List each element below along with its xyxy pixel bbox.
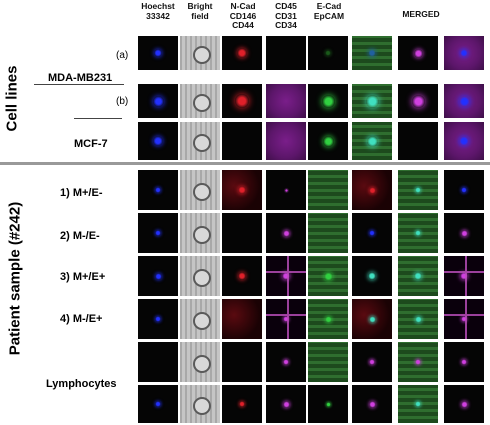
cell-spot: [461, 187, 467, 193]
micrograph-panel: [138, 122, 178, 160]
cell-spot: [283, 230, 290, 237]
divider: [74, 118, 122, 119]
cell-spot: [285, 189, 288, 192]
micrograph-panel: [352, 84, 392, 118]
micrograph-panel: [398, 170, 438, 210]
cell-spot: [326, 402, 331, 407]
micrograph-panel: [308, 122, 348, 160]
micrograph-panel: [308, 385, 348, 423]
micrograph-panel: [308, 213, 348, 253]
cell-spot: [415, 359, 421, 365]
cell-spot: [324, 272, 333, 281]
cell-spot: [459, 96, 470, 107]
divider: [34, 84, 124, 85]
micrograph-panel: [222, 213, 262, 253]
micrograph-panel: [180, 342, 220, 382]
micrograph-panel: [308, 342, 348, 382]
row-label-a: (a): [116, 50, 129, 61]
cell-spot: [282, 272, 290, 280]
micrograph-panel: [180, 256, 220, 296]
micrograph-panel: [266, 122, 306, 160]
micrograph-panel: [222, 170, 262, 210]
micrograph-panel: [180, 213, 220, 253]
cell-spot: [369, 187, 376, 194]
micrograph-panel: [180, 385, 220, 423]
cell-spot: [367, 136, 378, 147]
cell-spot: [461, 359, 467, 365]
cell-spot: [323, 136, 334, 147]
row-label-r1: 1) M+/E-: [60, 187, 103, 199]
micrograph-panel: [308, 84, 348, 118]
cell-spot: [155, 401, 161, 407]
cell-spot: [415, 230, 421, 236]
micrograph-panel: [266, 299, 306, 339]
micrograph-panel: [266, 213, 306, 253]
cell-spot: [325, 50, 331, 56]
cell-spot: [239, 401, 245, 407]
cell-spot: [235, 94, 249, 108]
micrograph-panel: [352, 385, 392, 423]
cell-spot: [369, 359, 375, 365]
micrograph-panel: [352, 122, 392, 160]
micrograph-panel: [222, 385, 262, 423]
row-label-r4: 4) M-/E+: [60, 313, 103, 325]
micrograph-panel: [398, 213, 438, 253]
cell-spot: [368, 49, 376, 57]
cell-spot: [325, 316, 332, 323]
micrograph-panel: [138, 256, 178, 296]
micrograph-panel: [444, 299, 484, 339]
header-cd45: CD45 CD31 CD34: [275, 1, 297, 30]
micrograph-panel: [266, 256, 306, 296]
cell-spot: [368, 272, 376, 280]
micrograph-panel: [352, 36, 392, 70]
cell-spot: [461, 230, 468, 237]
header-ecad: E-Cad EpCAM: [313, 1, 345, 21]
cell-spot: [283, 359, 289, 365]
cell-spot: [155, 187, 161, 193]
micrograph-panel: [222, 36, 262, 70]
group-cell-lines: Cell lines: [3, 65, 21, 132]
cell-spot: [155, 273, 162, 280]
cell-spot: [283, 401, 290, 408]
micrograph-panel: [398, 36, 438, 70]
micrograph-panel: [352, 342, 392, 382]
cell-spot: [369, 316, 376, 323]
header-ncad: N-Cad CD146 CD44: [229, 1, 257, 30]
micrograph-panel: [398, 256, 438, 296]
cell-spot: [366, 95, 379, 108]
cell-spot: [153, 136, 163, 146]
micrograph-panel: [138, 213, 178, 253]
cell-spot: [415, 401, 421, 407]
micrograph-panel: [444, 170, 484, 210]
micrograph-panel: [222, 299, 262, 339]
micrograph-panel: [138, 342, 178, 382]
cell-spot: [369, 401, 376, 408]
micrograph-panel: [352, 213, 392, 253]
micrograph-panel: [138, 36, 178, 70]
micrograph-panel: [352, 170, 392, 210]
micrograph-panel: [308, 36, 348, 70]
cell-spot: [238, 186, 246, 194]
micrograph-panel: [266, 36, 306, 70]
micrograph-panel: [444, 122, 484, 160]
row-label-r2: 2) M-/E-: [60, 230, 100, 242]
row-label-b: (b): [116, 96, 129, 107]
cell-spot: [155, 230, 161, 236]
cell-spot: [460, 272, 468, 280]
micrograph-panel: [352, 299, 392, 339]
micrograph-panel: [222, 84, 262, 118]
micrograph-panel: [138, 170, 178, 210]
micrograph-panel: [222, 122, 262, 160]
header-bright-field: Bright field: [187, 1, 213, 21]
micrograph-panel: [266, 385, 306, 423]
cell-spot: [237, 48, 247, 58]
micrograph-panel: [444, 36, 484, 70]
cell-spot: [459, 136, 469, 146]
micrograph-panel: [398, 84, 438, 118]
micrograph-panel: [138, 84, 178, 118]
divider: [0, 162, 490, 165]
micrograph-panel: [222, 256, 262, 296]
micrograph-panel: [398, 342, 438, 382]
cell-spot: [154, 49, 162, 57]
micrograph-panel: [444, 256, 484, 296]
cell-spot: [155, 316, 161, 322]
cell-spot: [238, 272, 246, 280]
micrograph-panel: [308, 299, 348, 339]
micrograph-panel: [180, 122, 220, 160]
cell-spot: [415, 316, 422, 323]
micrograph-panel: [398, 385, 438, 423]
cell-spot: [414, 272, 422, 280]
micrograph-panel: [180, 36, 220, 70]
row-label-lymphocytes: Lymphocytes: [46, 378, 117, 390]
micrograph-panel: [444, 213, 484, 253]
micrograph-panel: [398, 299, 438, 339]
micrograph-panel: [308, 256, 348, 296]
row-label-r3: 3) M+/E+: [60, 271, 106, 283]
cell-spot: [283, 316, 289, 322]
micrograph-panel: [266, 342, 306, 382]
row-label-mcf7: MCF-7: [74, 138, 108, 150]
micrograph-panel: [444, 84, 484, 118]
micrograph-panel: [352, 256, 392, 296]
micrograph-panel: [180, 170, 220, 210]
header-hoechst: Hoechst 33342: [141, 1, 175, 21]
cell-spot: [414, 49, 423, 58]
micrograph-panel: [444, 342, 484, 382]
cell-spot: [369, 230, 375, 236]
group-patient-sample: Patient sample (#242): [6, 201, 24, 356]
micrograph-panel: [398, 122, 438, 160]
cell-spot: [461, 316, 467, 322]
cell-spot: [412, 95, 425, 108]
micrograph-panel: [266, 170, 306, 210]
micrograph-panel: [222, 342, 262, 382]
header-merged: MERGED: [402, 9, 440, 19]
micrograph-panel: [138, 299, 178, 339]
row-label-mda: MDA-MB231: [48, 72, 113, 84]
micrograph-panel: [308, 170, 348, 210]
micrograph-panel: [444, 385, 484, 423]
micrograph-panel: [180, 84, 220, 118]
cell-spot: [460, 49, 468, 57]
micrograph-panel: [180, 299, 220, 339]
cell-spot: [415, 187, 421, 193]
micrograph-panel: [266, 84, 306, 118]
micrograph-panel: [138, 385, 178, 423]
cell-spot: [322, 95, 335, 108]
cell-spot: [461, 401, 468, 408]
cell-spot: [153, 96, 164, 107]
